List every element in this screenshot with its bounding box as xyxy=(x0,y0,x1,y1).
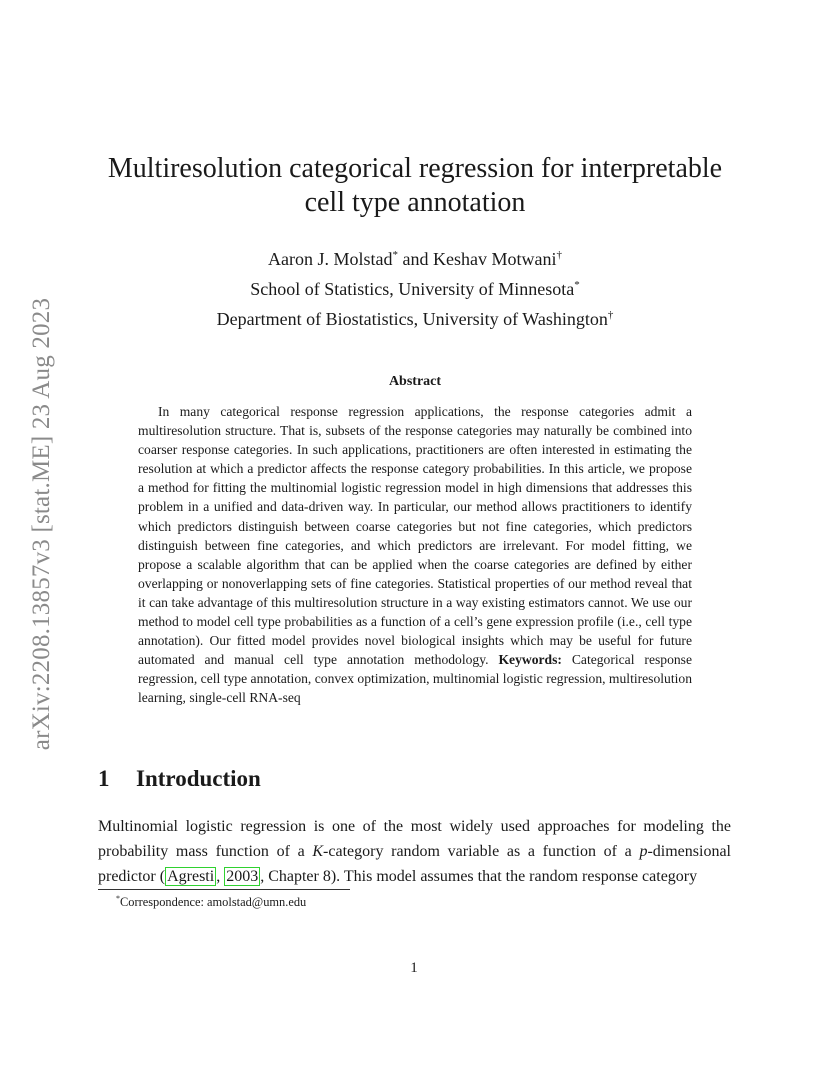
authors-and: and xyxy=(398,249,433,269)
citation-link-author[interactable]: Agresti xyxy=(167,868,215,885)
footnote-mark: * xyxy=(116,894,120,903)
citation-link-year[interactable]: 2003 xyxy=(226,868,259,885)
affiliation-2-mark: † xyxy=(607,309,614,321)
citation-separator: , xyxy=(216,868,225,885)
section-title: Introduction xyxy=(136,766,261,791)
intro-part-1: Multinomial logistic regression is one of the most widely used approaches for modeling the probability mass function of a xyxy=(98,818,731,860)
abstract-paragraph xyxy=(138,402,692,708)
author-2: Keshav Motwani xyxy=(433,249,557,269)
author-2-mark: † xyxy=(556,249,562,261)
author-1-mark: * xyxy=(392,249,398,261)
affiliation-2: Department of Biostatistics, University of Washington xyxy=(216,309,608,329)
intro-var-k: K xyxy=(312,843,324,860)
intro-paragraph xyxy=(98,814,731,889)
author-1: Aaron J. Molstad xyxy=(268,249,393,269)
affiliation-2-line xyxy=(95,302,735,332)
abstract-heading: Abstract xyxy=(388,374,442,389)
section-heading xyxy=(98,766,738,792)
arxiv-identifier-text: arXiv:2208.13857v3 [stat.ME] 23 Aug 2023 xyxy=(28,297,56,751)
title-line-2: cell type annotation xyxy=(304,187,526,218)
author-block xyxy=(95,242,735,332)
section-number: 1 xyxy=(98,766,110,791)
abstract-body xyxy=(138,402,692,708)
footnote xyxy=(116,894,616,910)
footnote-rule xyxy=(98,889,350,890)
affiliation-1: School of Statistics, University of Minnesota xyxy=(250,279,575,299)
arxiv-identifier-sidebar xyxy=(22,274,62,774)
keywords-label: Keywords: xyxy=(498,652,562,668)
affiliation-1-line xyxy=(95,272,735,302)
intro-var-p: p xyxy=(639,843,648,860)
keywords-text: Categorical response regression, cell type annotation, convex optimization, multinomial logistic regression, multiresolution learning, single-cell RNA-seq xyxy=(138,652,692,706)
intro-part-2: -category random variable as a function of a xyxy=(323,843,640,860)
footnote-text: Correspondence: amolstad@umn.edu xyxy=(120,895,307,910)
abstract-text: In many categorical response regression applications, the response categories admit a multiresolution structure. That is, subsets of the response categories may naturally be combined into coarser response categories. In such applications, practitioners are often interested in estimating the resolution at which a predictor affects the response category probabilities. In this article, we propose a method for fitting the multinomial logistic regression model in high dimensions that addresses this problem in a unified and data-driven way. In particular, our method allows practitioners to identify which predictors distinguish between coarse categories but not fine categories, which predictors distinguish between fine categories, and which predictors are irrelevant. For model fitting, we propose a scalable algorithm that can be applied when the coarse categories are defined by either overlapping or nonoverlapping sets of fine categories. Statistical properties of our method reveal that it can take advantage of this multiresolution structure in a way existing estimators cannot. We use our method to model cell type probabilities as a function of a cell’s gene expression profile (i.e., cell type annotation). Our fitted model provides novel biological insights which may be useful for future automated and manual cell type annotation methodology. xyxy=(138,404,692,668)
paper-title xyxy=(95,152,735,220)
affiliation-1-mark: * xyxy=(574,279,580,291)
intro-part-4: , Chapter 8). This model assumes that the random response category xyxy=(260,868,698,885)
title-line-1: Multiresolution categorical regression for interpretable xyxy=(107,153,723,184)
intro-part-3: -dimensional predictor ( xyxy=(98,843,731,885)
author-line xyxy=(95,242,735,272)
introduction-body xyxy=(98,814,731,889)
page-number: 1 xyxy=(410,960,418,976)
